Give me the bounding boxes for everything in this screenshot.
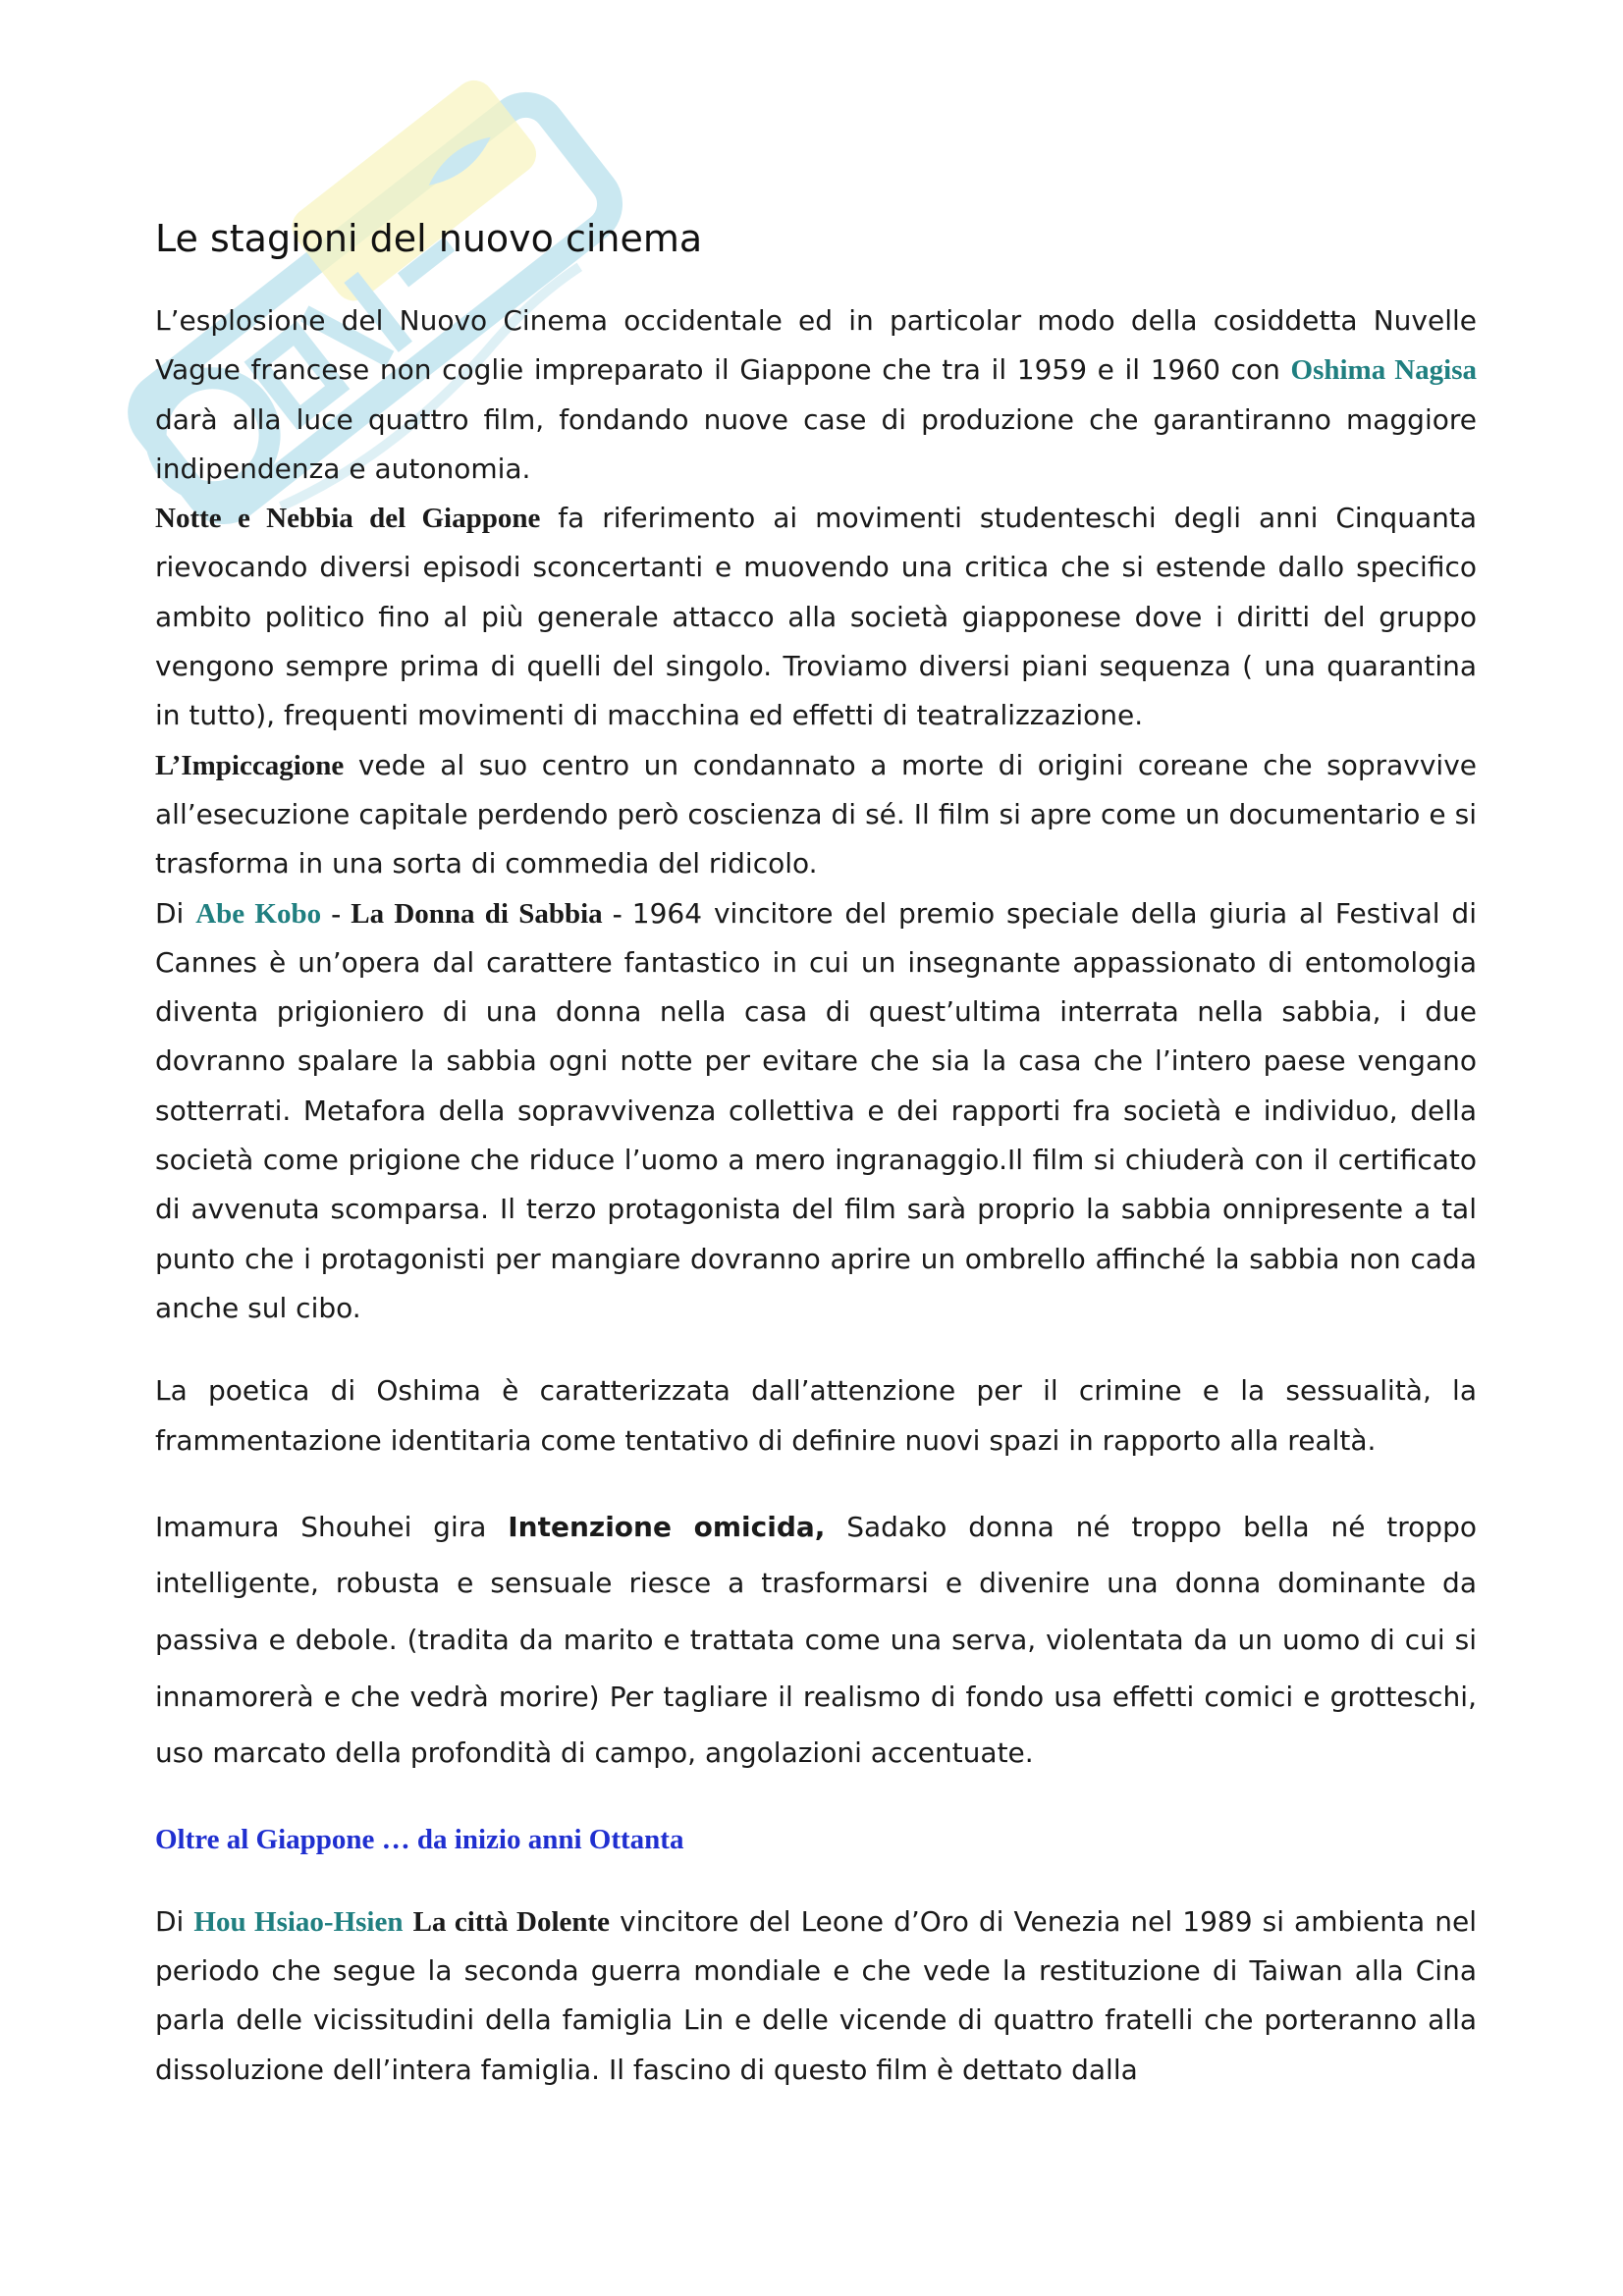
document-page [155, 214, 1477, 2095]
film-title: Intenzione omicida, [508, 1510, 826, 1543]
film-title: La città Dolente [412, 1905, 611, 1938]
text: Di [155, 896, 196, 930]
paragraph-donna-di-sabbia [155, 889, 1477, 1334]
paragraph-oshima-intro [155, 296, 1477, 494]
film-title: La Donna di Sabbia [351, 897, 603, 930]
paragraph-impiccagione [155, 741, 1477, 889]
separator: - [602, 897, 632, 930]
director-name: Hou Hsiao-Hsien [193, 1905, 404, 1938]
text: vincitore del Leone d’Oro di Venezia nel 1989 si ambienta nel periodo che segue la seconda guerra mondiale e che vede la restituzione di Taiwan alla Cina parla delle vicissitudini della famiglia Lin e delle vicende di quattro fratelli che porteranno alla dissoluzione dell’intera famiglia. Il fascino di questo film è dettato dalla [155, 1904, 1477, 2086]
director-name: Oshima Nagisa [1290, 354, 1477, 387]
text: vede al suo centro un condannato a morte di origini coreane che sopravvive all’esecuzione capitale perdendo però coscienza di sé. Il film si apre come un documentario e si trasforma in una sorta di commedia del ridicolo. [155, 748, 1477, 881]
text: Imamura Shouhei gira [155, 1510, 509, 1543]
text: L’esplosione del Nuovo Cinema occidentale ed in particolar modo della cosiddetta Nuvelle Vague francese non coglie impreparato il Giappone che tra il 1959 e il 1960 con [155, 304, 1477, 387]
paragraph-poetica-oshima: La poetica di Oshima è caratterizzata dall’attenzione per il crimine e la sessualità, la frammentazione identitaria come tentativo di definire nuovi spazi in rapporto alla realtà. [155, 1374, 1477, 1457]
paragraph-imamura [155, 1499, 1477, 1782]
text: Di [155, 1904, 194, 1938]
author-name: Abe Kobo [195, 897, 322, 930]
page-title: Le stagioni del nuovo cinema [155, 217, 703, 260]
text: darà alla luce quattro film, fondando nuove case di produzione che garantiranno maggiore indipendenza e autonomia. [155, 402, 1477, 485]
film-title: L’Impiccagione [155, 749, 345, 781]
text: 1964 vincitore del premio speciale della giuria al Festival di Cannes è un’opera dal carattere fantastico in cui un insegnante appassionato di entomologia diventa prigioniero di una donna nella casa di quest’ultima interrata nella sabbia, i due dovranno spalare la sabbia ogni notte per evitare che sia la casa che l’intero paese vengano sotterrati. Metafora della sopravvivenza collettiva e dei rapporti fra società e individuo, della società come prigione che riduce l’uomo a mero ingranaggio.Il film si chiuderà con il certificato di avvenuta scomparsa. Il terzo protagonista del film sarà proprio la sabbia onnipresente a tal punto che i protagonisti per mangiare dovranno aprire un ombrello affinché la sabbia non cada anche sul cibo. [155, 896, 1477, 1324]
text: Sadako donna né troppo bella né troppo intelligente, robusta e sensuale riesce a trasformarsi e divenire una donna dominante da passiva e debole. (tradita da marito e trattata come una serva, violentata da un uomo di cui si innamorerà e che vedrà morire) Per tagliare il realismo di fondo usa effetti comici e grotteschi, uso marcato della profondità di campo, angolazioni accentuate. [155, 1510, 1477, 1770]
section-subheading: Oltre al Giappone … da inizio anni Ottanta [155, 1823, 684, 1855]
text [404, 1905, 413, 1938]
paragraph-notte-e-nebbia [155, 494, 1477, 740]
text: fa riferimento ai movimenti studenteschi degli anni Cinquanta rievocando diversi episodi sconcertanti e muovendo una critica che si estende dallo specifico ambito politico fino al più generale attacco alla società giapponese dove i diritti del gruppo vengono sempre prima di quelli del singolo. Troviamo diversi piani sequenza ( una quarantina in tutto), frequenti movimenti di macchina ed effetti di teatralizzazione. [155, 502, 1477, 732]
film-title: Notte e Nebbia del Giappone [155, 503, 541, 535]
separator: - [321, 897, 352, 930]
paragraph-hou-hsiao-hsien [155, 1897, 1477, 2095]
